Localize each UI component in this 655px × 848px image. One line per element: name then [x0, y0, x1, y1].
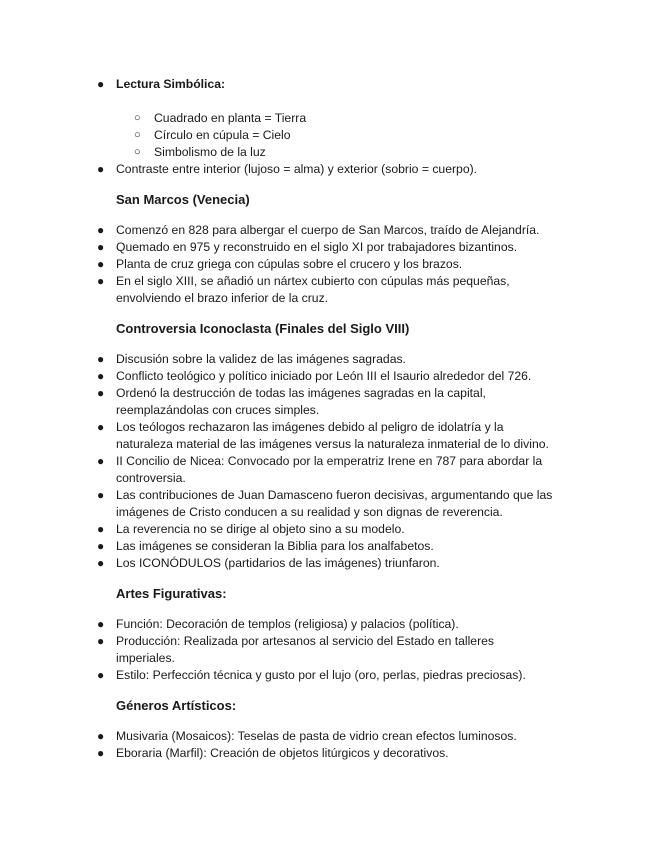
bullet-icon: ●	[97, 556, 105, 570]
bullet-icon: ●	[97, 420, 105, 434]
section-heading-san-marcos: San Marcos (Venecia)	[116, 192, 250, 207]
list-item-text: II Concilio de Nicea: Convocado por la emperatriz Irene en 787 para abordar la	[116, 454, 543, 468]
bullet-icon: ●	[97, 668, 105, 682]
list-item	[97, 633, 596, 650]
list-item-text: imperiales.	[116, 651, 175, 665]
section-heading-iconoclasta: Controversia Iconoclasta (Finales del Siglo VIII)	[116, 321, 410, 336]
list-item-text: reemplazándolas con cruces simples.	[116, 403, 320, 417]
bullet-icon: ●	[97, 522, 105, 536]
list-item	[97, 745, 596, 762]
list-item-text: controversia.	[116, 471, 186, 485]
bullet-icon: ●	[97, 369, 105, 383]
list-item-continuation	[116, 402, 596, 419]
bullet-icon: ●	[97, 257, 105, 271]
list-item	[97, 538, 596, 555]
list-item-continuation	[116, 504, 596, 521]
list-item-text: imágenes de Cristo conducen a su realidad y son dignas de reverencia.	[116, 505, 503, 519]
bullet-icon: ●	[97, 223, 105, 237]
bullet-icon: ●	[97, 386, 105, 400]
list-item	[97, 351, 596, 368]
list-item-text: Función: Decoración de templos (religiosa) y palacios (política).	[116, 617, 459, 631]
list-item	[97, 273, 596, 290]
section-heading-generos: Géneros Artísticos:	[116, 698, 237, 713]
list-item	[97, 728, 596, 745]
list-item-text: Los ICONÓDULOS (partidarios de las imágenes) triunfaron.	[116, 556, 440, 570]
bullet-icon: ●	[97, 240, 105, 254]
list-item	[97, 256, 596, 273]
section-heading-artes: Artes Figurativas:	[116, 586, 227, 601]
bullet-icon: ●	[97, 274, 105, 288]
sub-list-item	[134, 127, 554, 144]
list-item	[97, 555, 596, 572]
bullet-icon: ●	[97, 77, 105, 91]
bullet-icon: ●	[97, 352, 105, 366]
bullet-icon: ●	[97, 634, 105, 648]
list-item-text: Estilo: Perfección técnica y gusto por el lujo (oro, perlas, piedras preciosas).	[116, 668, 526, 682]
circle-bullet-icon: ○	[134, 146, 141, 158]
bullet-icon: ●	[97, 454, 105, 468]
sub-list-item	[134, 144, 554, 161]
bullet-icon: ●	[97, 162, 105, 176]
list-item-text: Ordenó la destrucción de todas las imágenes sagradas en la capital,	[116, 386, 486, 400]
lectura-label: Lectura Simbólica:	[116, 77, 226, 91]
bullet-icon: ●	[97, 488, 105, 502]
list-item-text: Contraste entre interior (lujoso = alma) y exterior (sobrio = cuerpo).	[116, 162, 478, 176]
list-item-continuation	[116, 290, 596, 307]
list-item	[97, 616, 596, 633]
sub-list-item	[134, 110, 554, 127]
list-item-lectura	[97, 76, 596, 93]
list-item-text: Planta de cruz griega con cúpulas sobre el crucero y los brazos.	[116, 257, 463, 271]
list-item-text: Los teólogos rechazaron las imágenes debido al peligro de idolatría y la	[116, 420, 504, 434]
list-item	[97, 385, 596, 402]
list-item-continuation	[116, 650, 596, 667]
list-item	[97, 487, 596, 504]
list-item-text: Producción: Realizada por artesanos al servicio del Estado en talleres	[116, 634, 495, 648]
list-item-text: La reverencia no se dirige al objeto sino a su modelo.	[116, 522, 405, 536]
list-item-continuation	[116, 436, 596, 453]
list-item-contraste	[97, 161, 596, 178]
list-item-text: En el siglo XIII, se añadió un nártex cubierto con cúpulas más pequeñas,	[116, 274, 510, 288]
list-item-text: Las contribuciones de Juan Damasceno fueron decisivas, argumentando que las	[116, 488, 553, 502]
bullet-icon: ●	[97, 729, 105, 743]
list-item-text: naturaleza material de las imágenes versus la naturaleza inmaterial de lo divino.	[116, 437, 549, 451]
circle-bullet-icon: ○	[134, 112, 141, 124]
list-item-text: Quemado en 975 y reconstruido en el siglo XI por trabajadores bizantinos.	[116, 240, 518, 254]
list-item	[97, 239, 596, 256]
list-item	[97, 521, 596, 538]
list-item	[97, 453, 596, 470]
list-item	[97, 368, 596, 385]
list-item-continuation	[116, 470, 596, 487]
list-item	[97, 222, 596, 239]
list-item-text: Conflicto teológico y político iniciado por León III el Isaurio alrededor del 726.	[116, 369, 532, 383]
list-item-text: Musivaria (Mosaicos): Teselas de pasta de vidrio crean efectos luminosos.	[116, 729, 517, 743]
sub-item-text: Cuadrado en planta = Tierra	[154, 111, 307, 125]
list-item-text: envolviendo el brazo inferior de la cruz.	[116, 291, 329, 305]
list-item	[97, 419, 596, 436]
bullet-icon: ●	[97, 746, 105, 760]
list-item-text: Las imágenes se consideran la Biblia para los analfabetos.	[116, 539, 434, 553]
bullet-icon: ●	[97, 617, 105, 631]
sub-item-text: Círculo en cúpula = Cielo	[154, 128, 291, 142]
sub-item-text: Simbolismo de la luz	[154, 145, 266, 159]
list-item-text: Discusión sobre la validez de las imágenes sagradas.	[116, 352, 406, 366]
list-item-text: Eboraria (Marfil): Creación de objetos litúrgicos y decorativos.	[116, 746, 449, 760]
list-item	[97, 667, 596, 684]
bullet-icon: ●	[97, 539, 105, 553]
circle-bullet-icon: ○	[134, 129, 141, 141]
list-item-text: Comenzó en 828 para albergar el cuerpo de San Marcos, traído de Alejandría.	[116, 223, 540, 237]
